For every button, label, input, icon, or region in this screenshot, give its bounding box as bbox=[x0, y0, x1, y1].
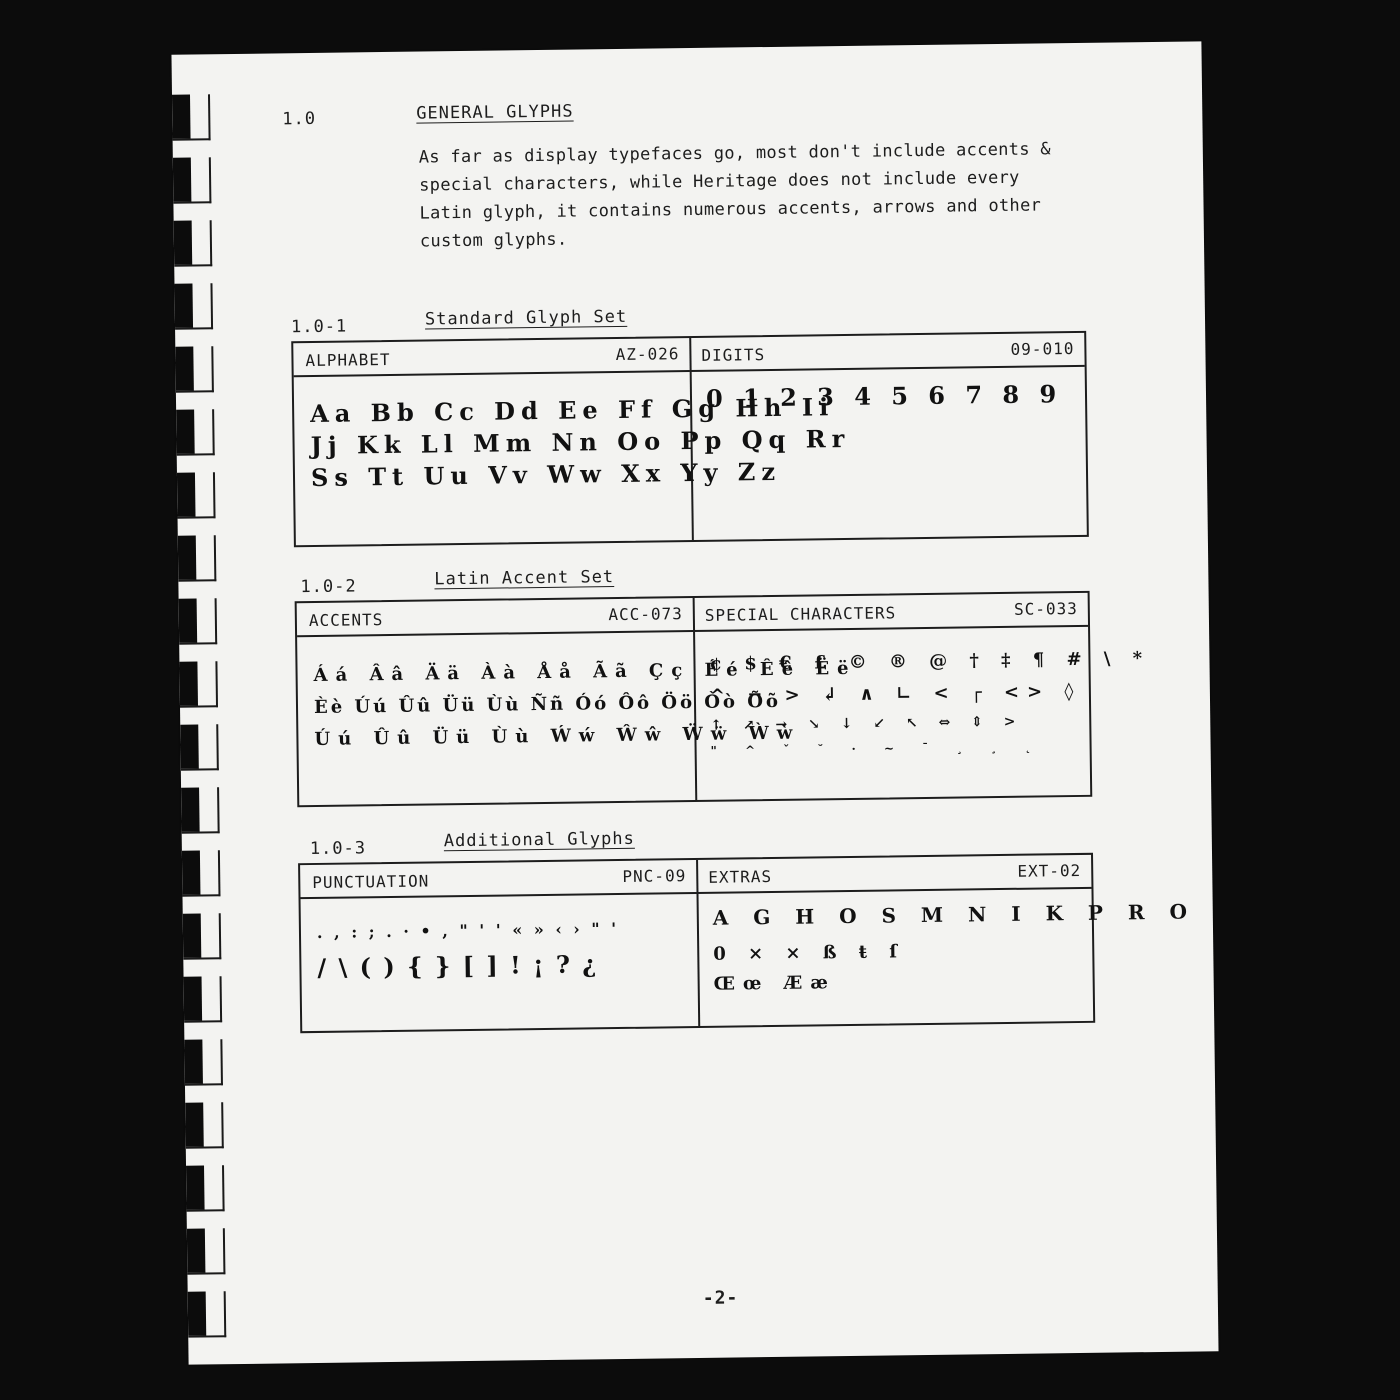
glyph-row: 0 × × ß ŧ ſ bbox=[713, 941, 906, 965]
binding-notch bbox=[181, 787, 220, 833]
intro-line: Latin glyph, it contains numerous accents, arrows and other bbox=[419, 195, 1042, 224]
cell-title: SPECIAL CHARACTERS bbox=[704, 603, 897, 625]
binding-notch bbox=[175, 346, 214, 392]
table-cell-digits bbox=[689, 333, 1087, 540]
glyph-row: Ss Tt Uu Vv Ww Xx Yy Zz bbox=[310, 456, 782, 493]
cell-header bbox=[300, 860, 696, 899]
binding-notch bbox=[179, 661, 218, 707]
glyph-row: Aa Bb Cc Dd Ee Ff Gg Hh Ii bbox=[309, 392, 835, 429]
glyph-row: A G H O S M N I K P R O bbox=[712, 899, 1197, 930]
cell-title: ALPHABET bbox=[305, 349, 391, 371]
cell-header bbox=[696, 855, 1091, 894]
intro-line: custom glyphs. bbox=[419, 229, 568, 252]
table-cell-punctuation bbox=[300, 860, 700, 1031]
binding-notch bbox=[176, 409, 215, 455]
intro-paragraph bbox=[419, 135, 1100, 256]
glyph-row: Áá Ââ Ää Àà Åå Ãã Çç Éé Êê Ëë bbox=[313, 657, 857, 686]
glyph-row: ^ ¬ > ↲ ∧ ∟ < ┌ <> ◊ bbox=[709, 680, 1082, 707]
cell-code: EXT-02 bbox=[1017, 860, 1082, 881]
glyph-row: . , : ; . · • , " ' ' « » ‹ › " ' bbox=[316, 919, 620, 942]
cell-title: EXTRAS bbox=[708, 867, 773, 887]
binding-notch bbox=[187, 1228, 226, 1274]
binding-notch bbox=[174, 220, 213, 266]
intro-line: As far as display typefaces go, most don't include accents & bbox=[418, 139, 1052, 168]
binding-notch bbox=[183, 913, 222, 959]
glyph-row: Èè Úú Ûû Üü Ùù Ññ Óó Ôô Öö Òò Õõ bbox=[313, 690, 782, 718]
subsection-number: 1.0-1 bbox=[290, 316, 348, 338]
cell-title: PUNCTUATION bbox=[312, 871, 430, 893]
subsection-title: Additional Glyphs bbox=[443, 828, 635, 852]
glyph-row: ¢ $ € £ © ® @ † ‡ ¶ # \ * bbox=[709, 648, 1151, 675]
subsection-title: Standard Glyph Set bbox=[424, 306, 628, 330]
intro-line: special characters, while Heritage does not include every bbox=[419, 167, 1020, 196]
binding-notch bbox=[178, 535, 217, 581]
cell-header bbox=[693, 593, 1088, 632]
glyph-row: / \ ( ) { } [ ] ! ¡ ? ¿ bbox=[317, 949, 599, 982]
binding-notch bbox=[177, 472, 216, 518]
cell-code: ACC-073 bbox=[608, 604, 683, 625]
glyph-row: Jj Kk Ll Mm Nn Oo Pp Qq Rr bbox=[310, 423, 851, 461]
subsection-title: Latin Accent Set bbox=[434, 567, 615, 590]
cell-code: 09-010 bbox=[1010, 339, 1075, 359]
binding-edge bbox=[171, 41, 1201, 54]
cell-code: PNC-09 bbox=[622, 866, 687, 886]
section-title: GENERAL GLYPHS bbox=[416, 101, 574, 124]
glyph-table bbox=[295, 591, 1151, 807]
cell-code: SC-033 bbox=[1013, 598, 1078, 619]
glyph-row: 0 1 2 3 4 5 6 7 8 9 bbox=[705, 379, 1063, 413]
binding-notch bbox=[184, 1039, 223, 1085]
document-page bbox=[171, 41, 1218, 1364]
subsection-number: 1.0-2 bbox=[300, 576, 357, 598]
cell-header bbox=[689, 333, 1084, 372]
glyph-table bbox=[298, 853, 1197, 1033]
binding-notch bbox=[188, 1291, 227, 1337]
binding-notch bbox=[184, 976, 223, 1022]
binding-notch bbox=[174, 283, 213, 329]
glyph-row: Úú Ûû Üü Ùù Ẃẃ Ŵŵ Ẅẅ Ẁẁ bbox=[314, 722, 801, 750]
glyph-row: " ^ ˇ ˘ · ~ ¯ ¸ ¸ ˛ bbox=[710, 739, 1043, 758]
glyph-row: ↑ ↗ → ↘ ↓ ↙ ↖ ⇔ ⇕ > bbox=[710, 713, 1024, 734]
binding-notch bbox=[182, 850, 221, 896]
binding-notch bbox=[172, 94, 211, 140]
subsection-number: 1.0-3 bbox=[309, 838, 367, 860]
cell-title: DIGITS bbox=[701, 345, 766, 365]
page-number: -2- bbox=[702, 1287, 739, 1309]
cell-code: AZ-026 bbox=[615, 344, 680, 365]
binding-notch bbox=[186, 1165, 225, 1211]
table-cell-extras bbox=[696, 855, 1197, 1026]
table-cell-special-characters bbox=[693, 593, 1151, 800]
glyph-table bbox=[291, 331, 1089, 547]
cell-header bbox=[293, 338, 689, 377]
cell-title: ACCENTS bbox=[308, 610, 384, 631]
binding-notch bbox=[173, 157, 212, 203]
binding-notch bbox=[185, 1102, 224, 1148]
binding-notch bbox=[179, 598, 218, 644]
glyph-row: Œœ Ææ bbox=[713, 972, 836, 995]
section-number: 1.0 bbox=[282, 108, 317, 130]
cell-header bbox=[297, 598, 693, 637]
binding-notch bbox=[180, 724, 219, 770]
